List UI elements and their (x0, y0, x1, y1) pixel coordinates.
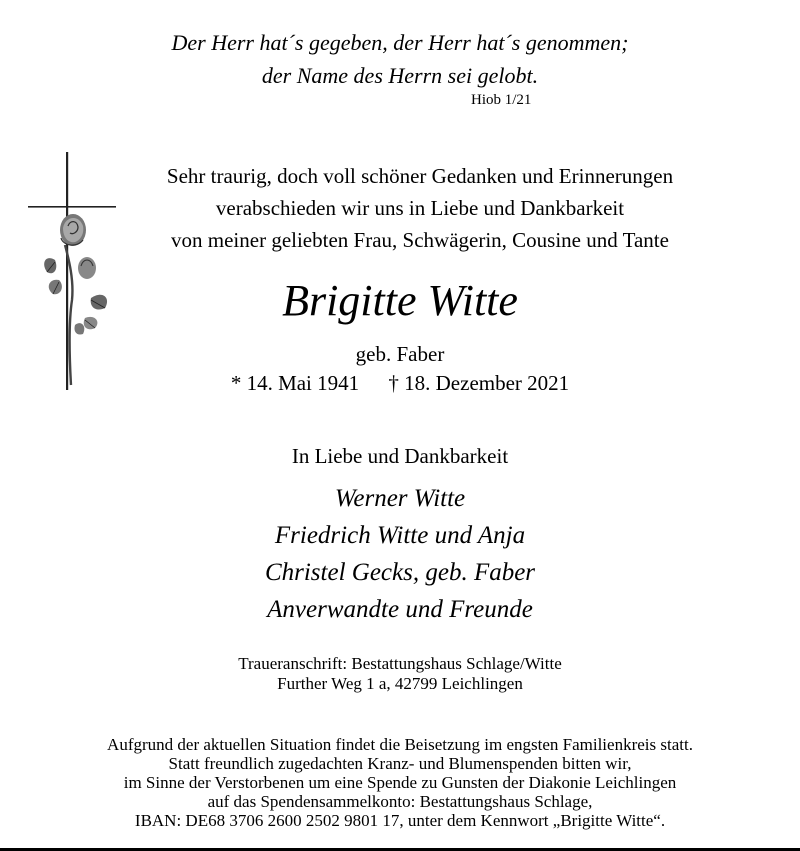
mourners-heading: In Liebe und Dankbarkeit (291, 444, 509, 468)
notice-line-5: IBAN: DE68 3706 2600 2502 9801 17, unter dem Kennwort „Brigitte Witte“. (134, 811, 666, 830)
notice-line-1: Aufgrund der aktuellen Situation findet die Beisetzung im engsten Familienkreis statt. (107, 735, 693, 754)
birth-name: geb. Faber (355, 342, 445, 366)
mourner-name: Anverwandte und Freunde (267, 596, 533, 623)
address-line-2: Further Weg 1 a, 42799 Leichlingen (277, 674, 523, 693)
notice-line-4: auf das Spendensammelkonto: Bestattungshaus Schlage, (207, 792, 593, 811)
mourner-name: Friedrich Witte und Anja (274, 522, 526, 549)
deceased-name: Brigitte Witte (282, 276, 518, 325)
birth-date: * 14. Mai 1941 (230, 371, 360, 395)
intro-line-2: verabschieden wir uns in Liebe und Dankbarkeit (215, 196, 625, 220)
intro-line-3: von meiner geliebten Frau, Schwägerin, Cousine und Tante (171, 228, 669, 252)
mourner-name: Christel Gecks, geb. Faber (264, 559, 536, 586)
verse-line-2: der Name des Herrn sei gelobt. (261, 63, 539, 88)
verse-source: Hiob 1/21 (471, 92, 532, 108)
intro-text (20, 160, 800, 256)
mourner-name: Werner Witte (334, 485, 466, 512)
death-date: † 18. Dezember 2021 (388, 371, 570, 395)
mourning-address (0, 654, 800, 694)
verse-line-1: Der Herr hat´s gegeben, der Herr hat´s genommen; (171, 30, 629, 55)
intro-line-1: Sehr traurig, doch voll schöner Gedanken und Erinnerungen (166, 164, 674, 188)
mourners-list (0, 480, 800, 628)
bible-verse (0, 26, 800, 92)
notice-line-3: im Sinne der Verstorbenen um eine Spende zu Gunsten der Diakonie Leichlingen (123, 773, 677, 792)
notice-line-2: Statt freundlich zugedachten Kranz- und Blumenspenden bitten wir, (168, 754, 632, 773)
life-dates (0, 369, 800, 397)
funeral-notice (0, 735, 800, 830)
address-line-1: Traueranschrift: Bestattungshaus Schlage/Witte (238, 654, 562, 673)
